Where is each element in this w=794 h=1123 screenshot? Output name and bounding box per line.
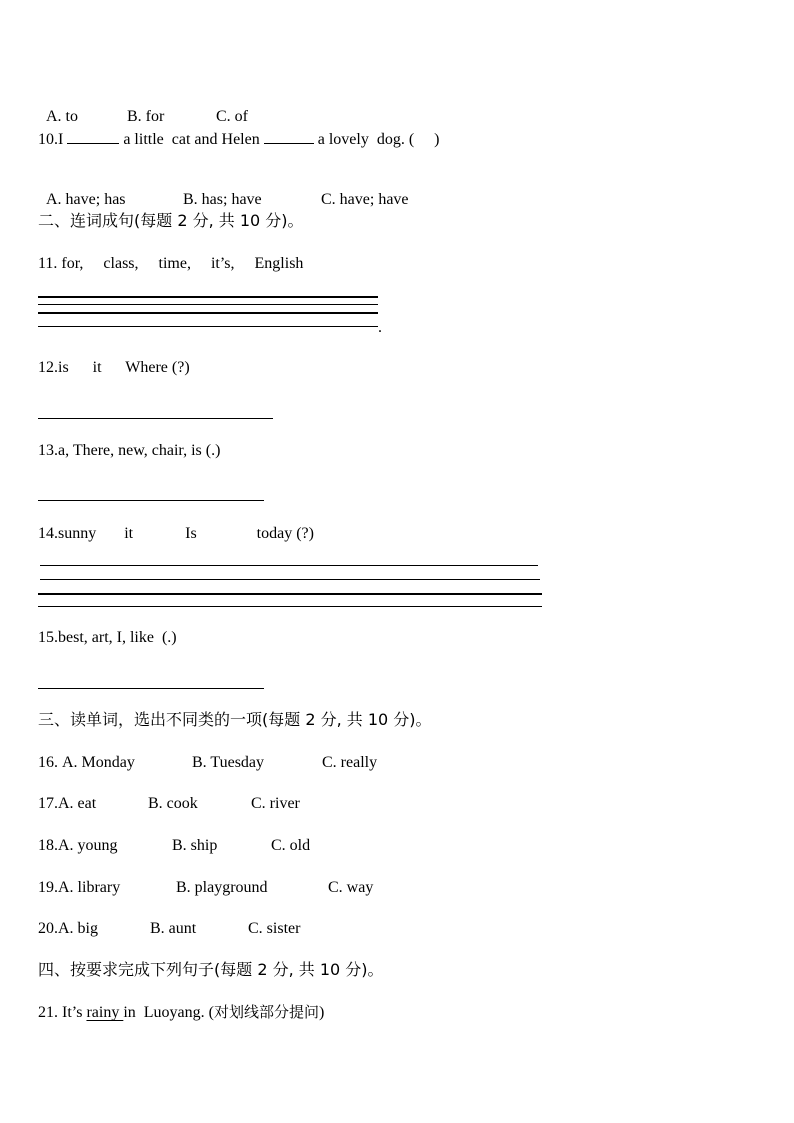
q14-answer-line-1[interactable] <box>40 565 538 566</box>
q16-option-c[interactable]: C. really <box>322 754 378 771</box>
q21-underlined-word: rainy <box>86 1004 124 1021</box>
q10-question <box>38 129 439 150</box>
q14-answer-line-3[interactable] <box>38 593 542 595</box>
q17-option-a[interactable]: A. eat <box>58 795 97 812</box>
q14-answer-line-4[interactable] <box>38 606 542 607</box>
q10-prefix: 10.I <box>38 131 68 148</box>
q9-option-a[interactable]: A. to <box>46 108 78 125</box>
q9-option-b[interactable]: B. for <box>127 108 165 125</box>
q14-answer-line-2[interactable] <box>40 579 540 580</box>
q18-number: 18. <box>38 837 58 854</box>
q20-option-a[interactable]: A. big <box>58 920 98 937</box>
q17-option-b[interactable]: B. cook <box>148 795 198 812</box>
q19-option-a[interactable]: A. library <box>58 879 121 896</box>
q17 <box>38 794 300 814</box>
q21-suffix: in Luoyang. ( <box>123 1004 214 1021</box>
q18-option-c[interactable]: C. old <box>271 837 311 854</box>
q15-answer-line[interactable] <box>38 688 264 689</box>
q21-instruction: 对划线部分提问 <box>213 1003 319 1021</box>
q19-option-c[interactable]: C. way <box>328 879 374 896</box>
q9-options <box>38 87 248 127</box>
q19 <box>38 878 373 898</box>
q10-option-b[interactable]: B. has; have <box>183 191 262 208</box>
q10-blank-2[interactable] <box>264 129 314 144</box>
q20-option-b[interactable]: B. aunt <box>150 920 197 937</box>
q18-option-b[interactable]: B. ship <box>172 837 218 854</box>
q19-number: 19. <box>38 879 58 896</box>
q11-answer-line-3[interactable] <box>38 312 378 314</box>
q18-option-a[interactable]: A. young <box>58 837 118 854</box>
q12-answer-line[interactable] <box>38 418 273 419</box>
q20-number: 20. <box>38 920 58 937</box>
q10-options <box>38 170 409 210</box>
q19-option-b[interactable]: B. playground <box>176 879 268 896</box>
section-3-title: 三、读单词，选出不同类的一项(每题 2 分, 共 10 分)。 <box>38 710 432 729</box>
q10-option-a[interactable]: A. have; has <box>46 191 126 208</box>
q11-answer-line-2[interactable] <box>38 304 378 305</box>
section-4-title: 四、按要求完成下列句子(每题 2 分, 共 10 分)。 <box>38 960 384 979</box>
q16 <box>38 753 377 773</box>
q10-mid: a little cat and Helen <box>119 131 264 148</box>
q15-words: 15.best, art, I, like (.) <box>38 629 177 646</box>
q9-option-c[interactable]: C. of <box>216 108 248 125</box>
q14-words: 14.sunny it Is today (?) <box>38 525 314 542</box>
q10-suffix: a lovely dog. ( ) <box>313 131 440 148</box>
q21 <box>38 1002 324 1023</box>
q18 <box>38 836 310 856</box>
section-2-title: 二、连词成句(每题 2 分, 共 10 分)。 <box>38 211 304 230</box>
q13-words: 13.a, There, new, chair, is (.) <box>38 442 221 459</box>
q11-answer-line-1[interactable] <box>38 296 378 298</box>
q21-close: ) <box>319 1004 325 1021</box>
q10-option-c[interactable]: C. have; have <box>321 191 409 208</box>
q20 <box>38 919 300 939</box>
q16-number: 16. <box>38 754 62 771</box>
q17-number: 17. <box>38 795 58 812</box>
q16-option-a[interactable]: A. Monday <box>62 754 135 771</box>
q16-option-b[interactable]: B. Tuesday <box>192 754 265 771</box>
q11-answer-line-4[interactable] <box>38 326 378 327</box>
q21-prefix: 21. It’s <box>38 1004 87 1021</box>
q11-period: . <box>378 319 382 336</box>
q12-words: 12.is it Where (?) <box>38 359 190 376</box>
q20-option-c[interactable]: C. sister <box>248 920 301 937</box>
q10-blank-1[interactable] <box>67 129 119 144</box>
q17-option-c[interactable]: C. river <box>251 795 300 812</box>
q13-answer-line[interactable] <box>38 500 264 501</box>
q11-words: 11. for, class, time, it’s, English <box>38 255 304 272</box>
